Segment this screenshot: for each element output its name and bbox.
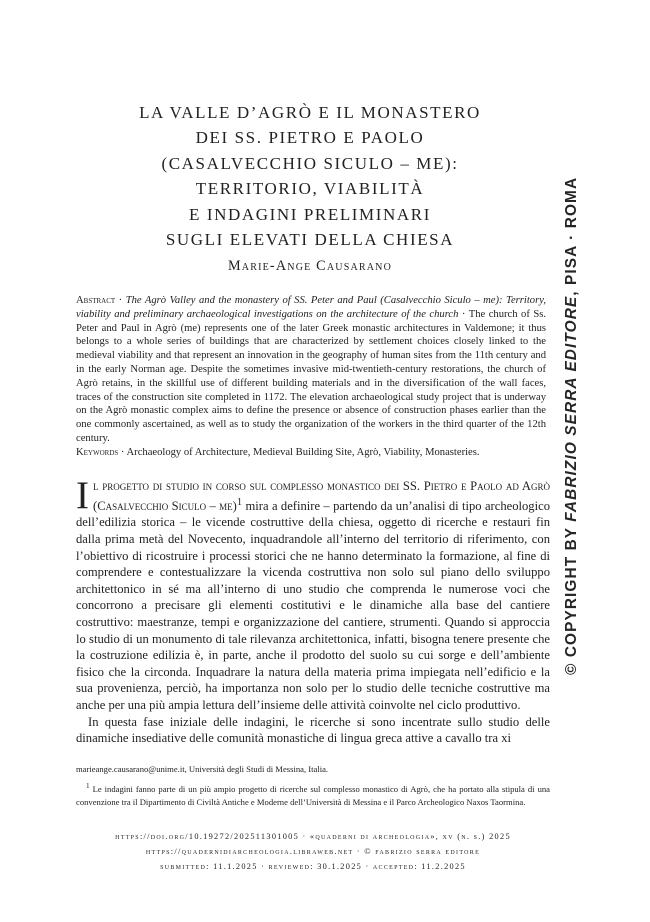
title-line: DEI SS. PIETRO E PAOLO xyxy=(195,128,425,148)
author-name: Marie-Ange Causarano xyxy=(227,258,393,274)
body-paragraph-1-text: mira a definire – partendo da un’analisi di tipo archeologico dell’edilizia storica – le vicende costruttive della chiesa, oggetto di ricerche e restauri fin dalla prima metà del Novecento, inquadrandole all’interno del territorio di riferimento, con l’obiettivo di ricostruire i processi storici che ne hanno determinato la formazione, al fine di comprendere e contestualizzare la vicenda costruttiva non solo sul piano dello sviluppo architettonico in sé ma all’interno di uno studio che comprenda le numerose voci che concorrono a precisare gli elementi costitutivi e le dinamiche alla base del cantiere costruttivo: maestranze, tempi e organizzazione del cantiere, strumenti. Quando si approccia lo studio di un monumento di tale rilevanza architettonica, infatti, bisogna tenere presente che la costruzione edilizia è, in parte, anche il prodotto del suolo su cui sorge e dell’ambiente fisico che la circonda. Inquadrare la natura della materia prima impiegata nell’edificio e la sua provenienza, perciò, ha importanza non solo per lo studio delle tecniche costruttive ma anche per una più ampia lettura dell’insieme delle attività coinvolte nel ciclo produttivo. xyxy=(76,498,550,712)
title-line: LA VALLE D’AGRÒ E IL MONASTERO xyxy=(139,103,481,122)
copyright-suffix: , PISA · ROMA xyxy=(563,176,580,296)
abstract-text: · The church of Ss. Peter and Paul in Agrò (me) represents one of the later Greek monastic architectures in Valdemone; it thus belongs to a whole series of buildings that are characterized by settlement choices closely linked to the medieval viability and that represent an innovation in the geography of human sites from the 11th century and in the early Norman age. Despite the sometimes invasive mid-twentieth-century restorations, the church of Agrò retains, in the skillful use of different building materials and in the diversification of the wall faces, traces of the construction site completed in 1172. The elevation archaeological study project that is underway on the Agrò monastic complex aims to define the presence or absence of construction phases earlier than the one commonly ascertained, as well as to study the organization of the workers in the third quarter of the 12th century. xyxy=(76,308,546,444)
footnote-ref-1[interactable]: 1 xyxy=(236,496,243,508)
footnote-1-mark: 1 xyxy=(86,782,90,791)
abstract-block xyxy=(76,294,546,460)
abstract-separator: · xyxy=(115,295,126,306)
side-copyright-notice xyxy=(559,176,585,675)
title-line: (CASALVECCHIO SICULO – ME): xyxy=(161,153,459,173)
footnote-1 xyxy=(76,780,550,808)
title-line: SUGLI ELEVATI DELLA CHIESA xyxy=(165,230,455,250)
body-paragraph-1-lead: l progetto di studio in corso sul complesso monastico dei SS. Pietro e Paolo ad Agrò (Casalvecchio Siculo – me) xyxy=(93,479,550,513)
footnote-1-text: Le indagini fanno parte di un più ampio progetto di ricerche sul complesso monastico di Agrò, che ha portato alla stipula di una convenzione tra il Dipartimento di Civiltà Antiche e Moderne dell’Università di Messina e il Parco Archeologico Naxos Taormina. xyxy=(76,784,550,807)
author-affiliation: marieange.causarano@unime.it, Università degli Studi di Messina, Italia. xyxy=(76,764,329,774)
title-line: E INDAGINI PRELIMINARI xyxy=(188,204,431,224)
body-paragraph-1 xyxy=(76,474,550,714)
body-paragraph-2: In questa fase iniziale delle indagini, le ricerche si sono incentrate sullo studio delle dinamiche insediative delle comunità monastiche di lingua greca attive a cavallo tra xi xyxy=(76,714,550,746)
copyright-publisher: FABRIZIO SERRA EDITORE xyxy=(563,295,580,522)
drop-cap: I xyxy=(76,474,89,517)
footnotes xyxy=(76,763,550,813)
abstract-label: Abstract xyxy=(76,295,116,306)
footer-doi-line: https://doi.org/10.19272/202511301005 · «quaderni di archeologia», xv (n. s.) 2025 xyxy=(115,832,511,841)
abstract-english-title: The Agrò Valley and the monastery of SS. Peter and Paul (Casalvecchio Siculo – me): Territory, viability and preliminary archaeological investigations on the architecture of the church xyxy=(76,295,546,320)
footer-dates-line: submitted: 11.1.2025 · reviewed: 30.1.2025 · accepted: 11.2.2025 xyxy=(160,862,466,871)
article-title xyxy=(95,100,525,252)
keywords-label: Keywords xyxy=(76,446,119,458)
keywords-text: Archaeology of Architecture, Medieval Building Site, Agrò, Viability, Monasteries. xyxy=(126,446,480,458)
title-line: TERRITORIO, VIABILITÀ xyxy=(195,179,425,199)
copyright-prefix: © COPYRIGHT BY xyxy=(563,521,580,675)
body-text xyxy=(76,474,550,747)
page-footer xyxy=(76,829,550,874)
keywords-paragraph xyxy=(76,446,546,460)
abstract-paragraph xyxy=(76,294,546,446)
footer-website-line: https://quadernidiarcheologia.libraweb.net · © fabrizio serra editore xyxy=(145,847,481,856)
keywords-separator: · xyxy=(118,446,127,458)
